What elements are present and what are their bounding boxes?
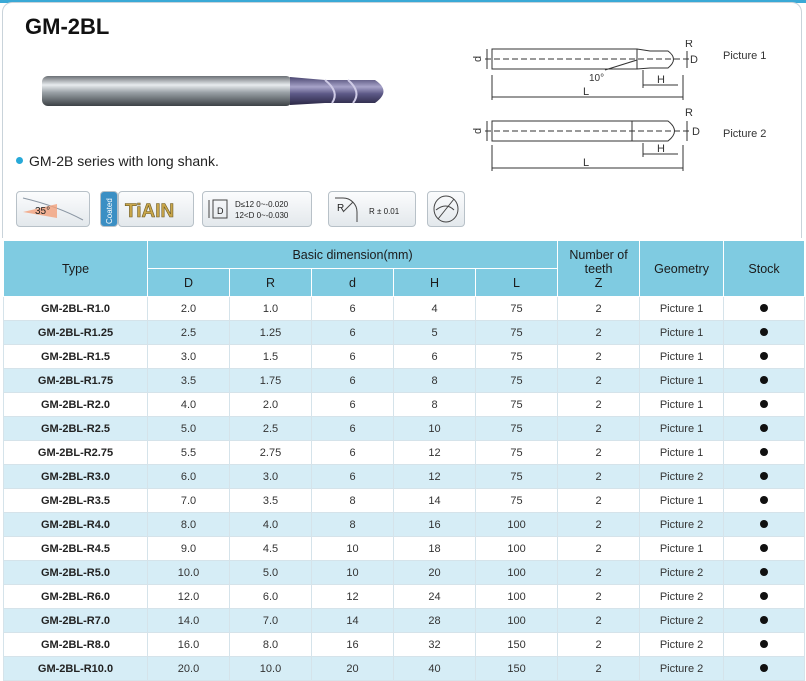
- table-row: [4, 561, 805, 585]
- radius-tolerance-text: R ± 0.01: [369, 207, 400, 216]
- dim-D-label: D: [692, 126, 700, 138]
- table-cell: 4.5: [230, 537, 312, 561]
- in-stock-dot-icon: [760, 448, 768, 456]
- stock-cell: [724, 369, 805, 393]
- tolerance-line-1: D≤12 0~-0.020: [235, 200, 289, 209]
- svg-text:Coated: Coated: [105, 198, 114, 224]
- table-cell: 12: [312, 585, 394, 609]
- table-cell: 6: [312, 369, 394, 393]
- table-cell: 40: [394, 657, 476, 681]
- table-cell: Picture 2: [640, 657, 724, 681]
- tolerance-line-2: 12<D 0~-0.030: [235, 211, 289, 220]
- header-d: d: [312, 269, 394, 297]
- table-cell: 5.0: [148, 417, 230, 441]
- table-cell: 5.5: [148, 441, 230, 465]
- dim-H-label: H: [657, 74, 665, 86]
- table-cell: 1.75: [230, 369, 312, 393]
- table-row: [4, 465, 805, 489]
- table-cell: 10: [312, 561, 394, 585]
- table-cell: 2: [558, 417, 640, 441]
- table-cell: 2.5: [148, 321, 230, 345]
- in-stock-dot-icon: [760, 520, 768, 528]
- table-cell: 8.0: [148, 513, 230, 537]
- stock-cell: [724, 393, 805, 417]
- in-stock-dot-icon: [760, 616, 768, 624]
- table-cell: 12: [394, 465, 476, 489]
- coating-text: TiAIN: [125, 201, 175, 222]
- in-stock-dot-icon: [760, 544, 768, 552]
- table-cell: 4.0: [230, 513, 312, 537]
- table-cell: GM-2BL-R2.5: [4, 417, 148, 441]
- in-stock-dot-icon: [760, 664, 768, 672]
- stock-cell: [724, 513, 805, 537]
- table-row: [4, 321, 805, 345]
- table-cell: 2: [558, 609, 640, 633]
- in-stock-dot-icon: [760, 376, 768, 384]
- table-cell: 100: [476, 513, 558, 537]
- table-cell: 2: [558, 345, 640, 369]
- diameter-tolerance-icon: [202, 191, 312, 227]
- table-row: [4, 609, 805, 633]
- stock-cell: [724, 465, 805, 489]
- stock-cell: [724, 609, 805, 633]
- header-D: D: [148, 269, 230, 297]
- table-cell: 10: [312, 537, 394, 561]
- table-cell: 2: [558, 489, 640, 513]
- table-row: [4, 633, 805, 657]
- stock-cell: [724, 345, 805, 369]
- table-cell: 6.0: [148, 465, 230, 489]
- table-cell: Picture 2: [640, 513, 724, 537]
- table-cell: Picture 1: [640, 369, 724, 393]
- table-cell: 75: [476, 297, 558, 321]
- picture-2-diagram: [465, 107, 715, 175]
- table-cell: 150: [476, 633, 558, 657]
- table-cell: 16.0: [148, 633, 230, 657]
- table-cell: 5: [394, 321, 476, 345]
- bullet-icon: [16, 157, 23, 164]
- table-cell: 75: [476, 369, 558, 393]
- table-cell: Picture 1: [640, 297, 724, 321]
- table-cell: 8: [394, 369, 476, 393]
- table-cell: 100: [476, 561, 558, 585]
- table-cell: GM-2BL-R10.0: [4, 657, 148, 681]
- in-stock-dot-icon: [760, 424, 768, 432]
- table-cell: Picture 1: [640, 345, 724, 369]
- header-teeth: Number of teeth Z: [558, 241, 640, 297]
- table-cell: 10.0: [148, 561, 230, 585]
- table-cell: 2: [558, 513, 640, 537]
- specification-table: [3, 240, 805, 681]
- table-cell: GM-2BL-R4.0: [4, 513, 148, 537]
- table-cell: 20: [312, 657, 394, 681]
- angle-label: 10°: [589, 73, 605, 84]
- table-cell: 75: [476, 417, 558, 441]
- helix-angle-text: 35°: [35, 206, 51, 217]
- stock-cell: [724, 489, 805, 513]
- table-cell: Picture 1: [640, 321, 724, 345]
- table-cell: 18: [394, 537, 476, 561]
- table-cell: 8: [312, 513, 394, 537]
- table-cell: 8: [394, 393, 476, 417]
- table-cell: 2: [558, 537, 640, 561]
- table-cell: GM-2BL-R3.5: [4, 489, 148, 513]
- table-cell: 2: [558, 465, 640, 489]
- table-cell: 7.0: [230, 609, 312, 633]
- dim-D-label: D: [690, 54, 698, 66]
- table-cell: 75: [476, 465, 558, 489]
- table-cell: GM-2BL-R7.0: [4, 609, 148, 633]
- table-cell: GM-2BL-R8.0: [4, 633, 148, 657]
- table-cell: 100: [476, 609, 558, 633]
- header-H: H: [394, 269, 476, 297]
- table-cell: 2: [558, 441, 640, 465]
- radius-tolerance-icon: [328, 191, 416, 227]
- picture-1-diagram: [465, 40, 715, 105]
- table-cell: 2: [558, 585, 640, 609]
- table-cell: 20.0: [148, 657, 230, 681]
- table-cell: 2.75: [230, 441, 312, 465]
- table-cell: 75: [476, 321, 558, 345]
- table-cell: 5.0: [230, 561, 312, 585]
- table-cell: 2: [558, 297, 640, 321]
- in-stock-dot-icon: [760, 328, 768, 336]
- table-cell: 100: [476, 585, 558, 609]
- table-cell: GM-2BL-R3.0: [4, 465, 148, 489]
- header-stock: Stock: [724, 241, 805, 297]
- helix-angle-icon: [16, 191, 90, 227]
- table-cell: Picture 1: [640, 537, 724, 561]
- table-cell: 3.0: [230, 465, 312, 489]
- table-cell: 8.0: [230, 633, 312, 657]
- table-cell: 14.0: [148, 609, 230, 633]
- header-basic-dimension: Basic dimension(mm): [148, 241, 558, 269]
- picture-1-label: Picture 1: [723, 50, 767, 62]
- table-cell: 16: [312, 633, 394, 657]
- table-cell: Picture 1: [640, 417, 724, 441]
- table-cell: 10: [394, 417, 476, 441]
- table-cell: 2: [558, 561, 640, 585]
- in-stock-dot-icon: [760, 568, 768, 576]
- table-row: [4, 393, 805, 417]
- in-stock-dot-icon: [760, 592, 768, 600]
- table-cell: Picture 1: [640, 441, 724, 465]
- table-cell: Picture 1: [640, 489, 724, 513]
- table-cell: GM-2BL-R1.75: [4, 369, 148, 393]
- table-cell: 1.5: [230, 345, 312, 369]
- table-cell: GM-2BL-R1.5: [4, 345, 148, 369]
- stock-cell: [724, 417, 805, 441]
- table-cell: Picture 2: [640, 585, 724, 609]
- table-cell: 6: [312, 465, 394, 489]
- table-body: [4, 297, 805, 681]
- table-cell: 3.5: [230, 489, 312, 513]
- table-cell: 75: [476, 393, 558, 417]
- table-row: [4, 513, 805, 537]
- table-cell: 20: [394, 561, 476, 585]
- table-cell: Picture 2: [640, 633, 724, 657]
- table-cell: 3.5: [148, 369, 230, 393]
- header-R: R: [230, 269, 312, 297]
- table-cell: GM-2BL-R2.75: [4, 441, 148, 465]
- table-cell: 6: [394, 345, 476, 369]
- table-row: [4, 369, 805, 393]
- table-cell: 8: [312, 489, 394, 513]
- in-stock-dot-icon: [760, 640, 768, 648]
- table-cell: 75: [476, 345, 558, 369]
- table-cell: 2: [558, 393, 640, 417]
- table-cell: 10.0: [230, 657, 312, 681]
- series-note: GM-2B series with long shank.: [16, 153, 219, 169]
- table-cell: 28: [394, 609, 476, 633]
- picture-2-label: Picture 2: [723, 128, 767, 140]
- table-cell: 6: [312, 321, 394, 345]
- in-stock-dot-icon: [760, 472, 768, 480]
- dim-r-label: R: [685, 40, 693, 50]
- table-cell: 1.0: [230, 297, 312, 321]
- table-cell: 4.0: [148, 393, 230, 417]
- end-mill-image: [40, 70, 420, 112]
- table-cell: Picture 1: [640, 393, 724, 417]
- table-cell: Picture 2: [640, 465, 724, 489]
- table-row: [4, 585, 805, 609]
- table-cell: 16: [394, 513, 476, 537]
- table-cell: 2: [558, 321, 640, 345]
- product-title: GM-2BL: [25, 14, 110, 39]
- header-L: L: [476, 269, 558, 297]
- svg-text:R: R: [337, 203, 345, 214]
- coated-badge: [100, 191, 118, 227]
- stock-cell: [724, 441, 805, 465]
- table-cell: 9.0: [148, 537, 230, 561]
- dim-d-label: d: [472, 55, 484, 62]
- table-row: [4, 297, 805, 321]
- table-cell: 12.0: [148, 585, 230, 609]
- table-cell: 2.0: [148, 297, 230, 321]
- table-cell: 2: [558, 657, 640, 681]
- table-cell: GM-2BL-R6.0: [4, 585, 148, 609]
- in-stock-dot-icon: [760, 496, 768, 504]
- table-cell: 3.0: [148, 345, 230, 369]
- table-cell: 2: [558, 369, 640, 393]
- table-cell: 6: [312, 297, 394, 321]
- table-row: [4, 417, 805, 441]
- table-cell: 7.0: [148, 489, 230, 513]
- table-cell: 2.5: [230, 417, 312, 441]
- stock-cell: [724, 537, 805, 561]
- stock-cell: [724, 633, 805, 657]
- dim-L-label: L: [583, 86, 590, 98]
- table-cell: 150: [476, 657, 558, 681]
- coating-icon: [118, 191, 194, 227]
- table-cell: 32: [394, 633, 476, 657]
- table-cell: GM-2BL-R2.0: [4, 393, 148, 417]
- table-row: [4, 345, 805, 369]
- table-cell: 75: [476, 441, 558, 465]
- in-stock-dot-icon: [760, 352, 768, 360]
- table-cell: 2: [558, 633, 640, 657]
- header-geometry: Geometry: [640, 241, 724, 297]
- table-cell: GM-2BL-R1.0: [4, 297, 148, 321]
- table-cell: Picture 2: [640, 561, 724, 585]
- table-row: [4, 489, 805, 513]
- svg-text:D: D: [217, 206, 224, 216]
- dim-r-label: R: [685, 107, 693, 119]
- table-cell: 6: [312, 441, 394, 465]
- dim-d-label: d: [472, 127, 484, 134]
- stock-cell: [724, 321, 805, 345]
- table-cell: GM-2BL-R5.0: [4, 561, 148, 585]
- ball-geometry-icon: [427, 191, 465, 227]
- table-row: [4, 537, 805, 561]
- table-cell: 6.0: [230, 585, 312, 609]
- stock-cell: [724, 297, 805, 321]
- table-cell: 75: [476, 489, 558, 513]
- table-cell: 12: [394, 441, 476, 465]
- in-stock-dot-icon: [760, 304, 768, 312]
- table-cell: GM-2BL-R4.5: [4, 537, 148, 561]
- dim-H-label: H: [657, 143, 665, 155]
- table-cell: 4: [394, 297, 476, 321]
- header-type: Type: [4, 241, 148, 297]
- table-cell: 1.25: [230, 321, 312, 345]
- stock-cell: [724, 585, 805, 609]
- table-cell: 6: [312, 417, 394, 441]
- table-cell: 100: [476, 537, 558, 561]
- in-stock-dot-icon: [760, 400, 768, 408]
- table-cell: 14: [394, 489, 476, 513]
- table-cell: 24: [394, 585, 476, 609]
- table-row: [4, 441, 805, 465]
- dim-L-label: L: [583, 157, 590, 169]
- table-cell: 2.0: [230, 393, 312, 417]
- stock-cell: [724, 561, 805, 585]
- table-cell: 6: [312, 345, 394, 369]
- table-cell: 6: [312, 393, 394, 417]
- table-cell: Picture 2: [640, 609, 724, 633]
- table-cell: GM-2BL-R1.25: [4, 321, 148, 345]
- table-cell: 14: [312, 609, 394, 633]
